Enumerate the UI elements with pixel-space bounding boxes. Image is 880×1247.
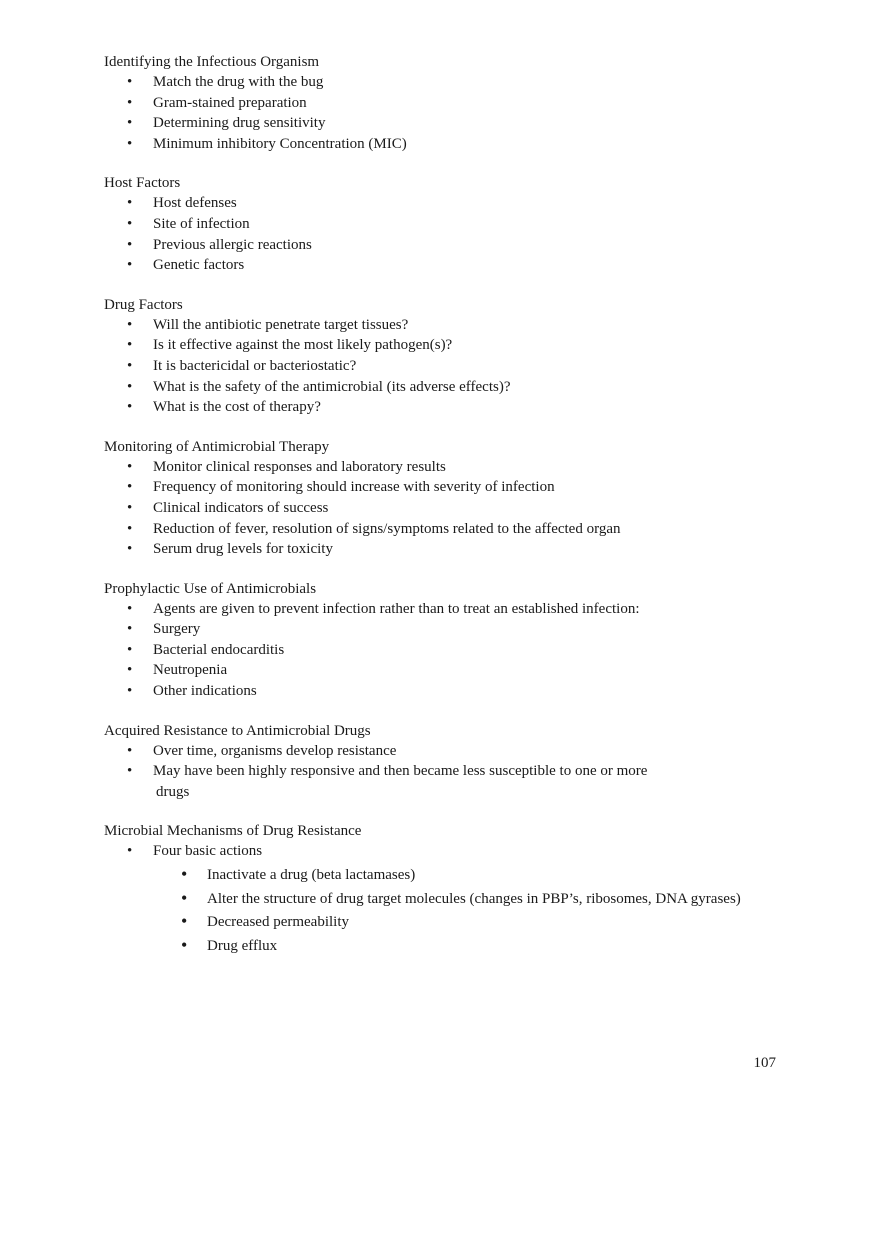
list-item-text: Agents are given to prevent infection rather than to treat an established infection: [153,600,640,617]
bullet-list [104,741,784,803]
section-acquired-resistance [104,721,784,803]
list-item-text: What is the safety of the antimicrobial (its adverse effects)? [153,378,511,395]
bullet-icon: • [127,195,133,212]
bullet-icon: • [181,887,188,908]
list-item-text: It is bactericidal or bacteriostatic? [153,357,357,374]
list-item-text: Four basic actions [153,843,263,860]
list-item [104,335,784,356]
bullet-icon: • [127,215,133,232]
bullet-icon: • [127,316,133,333]
list-item [104,214,784,235]
list-item-text: Reduction of fever, resolution of signs/symptoms related to the affected organ [153,520,621,537]
sub-list-item [104,913,784,931]
sub-bullet-list [104,866,784,955]
sub-list-item [104,934,784,955]
section-title: Drug Factors [104,296,183,313]
list-item [104,519,784,540]
list-item [104,457,784,478]
list-item [104,841,784,862]
bullet-icon: • [181,864,188,885]
list-item-text: Neutropenia [153,662,228,679]
list-item [104,93,784,114]
bullet-list [104,72,784,154]
bullet-icon: • [127,641,133,658]
list-item-text-continuation: drugs [156,783,190,800]
bullet-list [104,193,784,275]
list-item-text: Will the antibiotic penetrate target tissues? [153,316,409,333]
list-item [104,377,784,398]
section-title: Microbial Mechanisms of Drug Resistance [104,823,362,840]
section-title: Monitoring of Antimicrobial Therapy [104,438,330,455]
list-item-text: Previous allergic reactions [153,236,312,253]
bullet-icon: • [127,763,133,780]
bullet-icon: • [127,499,133,516]
bullet-list [104,599,784,702]
section-microbial-mechanisms [104,821,784,954]
sub-list-item-text: Inactivate a drug (beta lactamases) [207,867,416,884]
list-item-text: May have been highly responsive and then became less susceptible to one or more [153,763,648,780]
sub-list-item-text: Alter the structure of drug target molecules (changes in PBP’s, ribosomes, DNA gyrases) [207,890,741,907]
list-item [104,761,784,802]
list-item [104,619,784,640]
bullet-list [104,457,784,560]
sub-list-item [104,887,784,908]
list-item-text: Genetic factors [153,257,245,274]
sub-list-item-text: Drug efflux [207,937,278,954]
section-title: Acquired Resistance to Antimicrobial Drugs [104,722,371,739]
bullet-icon: • [127,399,133,416]
list-item-text: Surgery [153,621,201,638]
list-item [104,72,784,93]
bullet-icon: • [127,458,133,475]
list-item [104,397,784,418]
list-item [104,315,784,336]
list-item [104,193,784,214]
list-item [104,356,784,377]
list-item-text: Determining drug sensitivity [153,115,326,132]
bullet-icon: • [127,479,133,496]
list-item-text: Site of infection [153,215,250,232]
page-number: 107 [753,1055,776,1071]
section-title: Host Factors [104,175,181,192]
list-item [104,599,784,620]
page-content [104,52,784,974]
list-item-text: Match the drug with the bug [153,74,324,90]
bullet-list [104,315,784,418]
list-item-text: Other indications [153,683,257,700]
section-identifying-organism [104,52,784,154]
list-item-text: Monitor clinical responses and laboratory results [153,458,446,475]
list-item [104,640,784,661]
list-item [104,235,784,256]
list-item-text: Gram-stained preparation [153,94,307,111]
list-item [104,681,784,702]
list-item-text: Clinical indicators of success [153,499,329,516]
bullet-icon: • [127,621,133,638]
list-item [104,134,784,155]
list-item-text: Serum drug levels for toxicity [153,541,333,558]
list-item-text: Is it effective against the most likely pathogen(s)? [153,337,453,354]
bullet-icon: • [127,662,133,679]
bullet-icon: • [127,236,133,253]
list-item-text: What is the cost of therapy? [153,399,321,416]
bullet-icon: • [181,911,188,932]
list-item-text: Over time, organisms develop resistance [153,742,397,759]
bullet-icon: • [127,115,133,132]
bullet-icon: • [127,357,133,374]
bullet-icon: • [181,934,188,955]
list-item [104,741,784,762]
bullet-icon: • [127,541,133,558]
list-item-text: Bacterial endocarditis [153,641,285,658]
bullet-icon: • [127,742,133,759]
bullet-icon: • [127,683,133,700]
bullet-icon: • [127,94,133,111]
list-item-text: Frequency of monitoring should increase with severity of infection [153,479,555,496]
list-item [104,660,784,681]
list-item-text: Host defenses [153,195,237,212]
bullet-icon: • [127,257,133,274]
bullet-list [104,841,784,862]
bullet-icon: • [127,135,133,152]
section-monitoring [104,437,784,560]
bullet-icon: • [127,843,133,860]
section-title: Prophylactic Use of Antimicrobials [104,580,317,597]
section-host-factors [104,173,784,275]
sub-list-item-text: Decreased permeability [207,914,350,931]
list-item [104,477,784,498]
list-item-text: Minimum inhibitory Concentration (MIC) [153,135,407,152]
list-item [104,498,784,519]
sub-list-item [104,866,784,884]
bullet-icon: • [127,378,133,395]
bullet-icon: • [127,337,133,354]
section-drug-factors [104,295,784,418]
list-item [104,113,784,134]
list-item [104,255,784,276]
section-prophylactic [104,579,784,702]
bullet-icon: • [127,74,133,90]
section-title: Identifying the Infectious Organism [104,54,320,70]
list-item [104,539,784,560]
bullet-icon: • [127,520,133,537]
bullet-icon: • [127,600,133,617]
